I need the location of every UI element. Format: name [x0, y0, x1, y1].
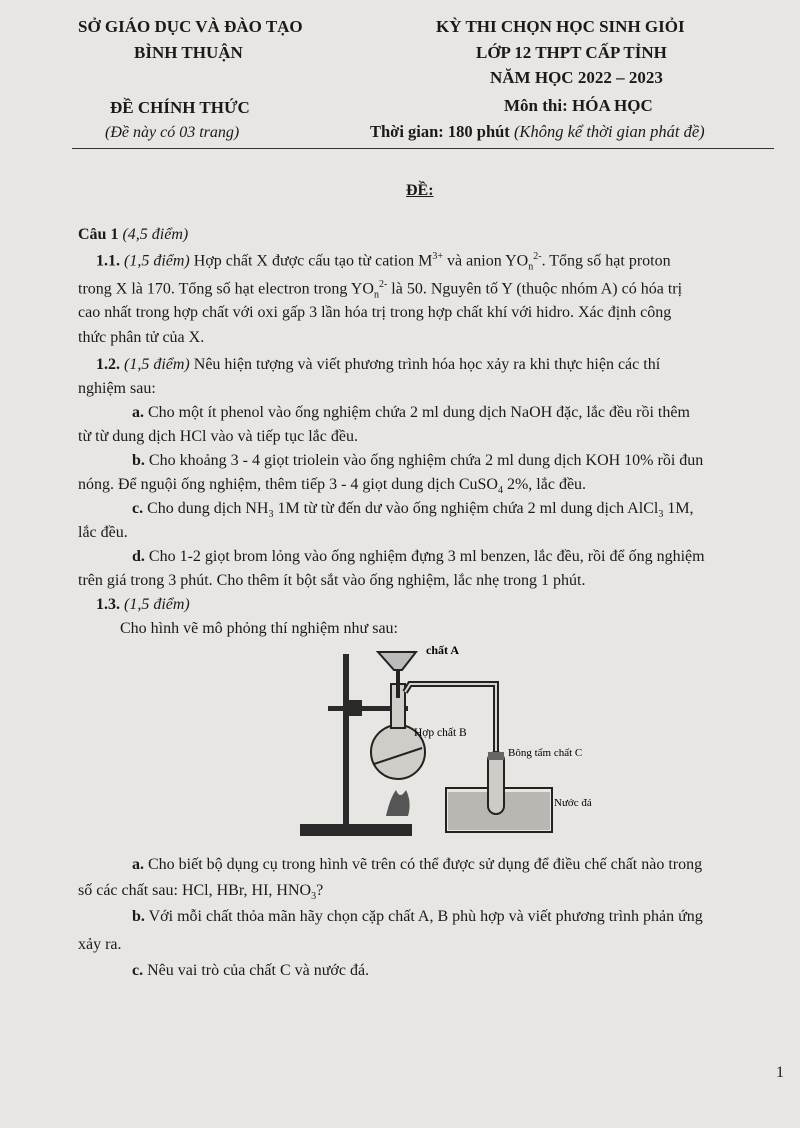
- item-d-line-1: [132, 548, 705, 566]
- text: Cho biết bộ dụng cụ trong hình vẽ trên có thể được sử dụng để điều chế chất nào trong: [144, 856, 703, 873]
- text: 2%, lắc đều.: [502, 476, 587, 493]
- part-1-3-label: 1.3.: [96, 596, 124, 613]
- text: 1M,: [663, 500, 694, 517]
- item-b-label: b.: [132, 452, 145, 469]
- part-1-1-line-3: cao nhất trong hợp chất với oxi gấp 3 lần hóa trị trong hợp chất khí với hidro. Xác định công: [78, 304, 672, 321]
- exam-level: LỚP 12 THPT CẤP TỈNH: [476, 43, 667, 62]
- question-c-line-1: [132, 962, 369, 980]
- exam-title: KỲ THI CHỌN HỌC SINH GIỎI: [436, 17, 685, 36]
- item-b-line-1: [132, 452, 703, 470]
- text: nóng. Để nguội ống nghiệm, thêm tiếp 3 - 4 giọt dung dịch CuSO: [78, 476, 498, 493]
- item-d-label: d.: [132, 548, 145, 565]
- subject-name: HÓA HỌC: [572, 96, 653, 115]
- pages-note: (Đề này có 03 trang): [105, 124, 240, 141]
- stand-base: [300, 824, 412, 836]
- label-ice-water: Nước đá: [554, 797, 592, 809]
- question-a-label: a.: [132, 856, 144, 873]
- part-1-1-line-2: [78, 279, 682, 301]
- question-b-line-2: xảy ra.: [78, 936, 122, 953]
- charge: 3+: [432, 251, 444, 262]
- item-a-line-2: từ từ dung dịch HCl vào và tiếp tục lắc đều.: [78, 428, 358, 445]
- text: Nêu hiện tượng và viết phương trình hóa học xảy ra khi thực hiện các thí: [189, 356, 661, 373]
- subscript: 4: [497, 485, 503, 497]
- funnel-stem: [396, 670, 400, 698]
- subject-label: Môn thi:: [504, 96, 572, 115]
- item-c-label: c.: [132, 500, 144, 517]
- text: Nêu vai trò của chất C và nước đá.: [143, 962, 370, 979]
- question-1-label: Câu 1: [78, 226, 123, 243]
- text: ?: [316, 882, 324, 899]
- item-d-line-2: trên giá trong 3 phút. Cho thêm ít bột sắt vào ống nghiệm, lắc nhẹ trong 1 phút.: [78, 572, 586, 589]
- text: Cho 1-2 giọt brom lỏng vào ống nghiệm đựng 3 ml benzen, lắc đều, rồi để ống nghiệm: [144, 548, 705, 565]
- part-1-2-line-1: [96, 356, 660, 374]
- department-name: SỞ GIÁO DỤC VÀ ĐÀO TẠO: [78, 17, 303, 36]
- question-c-label: c.: [132, 962, 144, 979]
- text: trong X là 170. Tổng số hạt electron trong YO: [78, 280, 374, 298]
- question-1-points: (4,5 điểm): [122, 226, 189, 243]
- text: là 50. Nguyên tố Y (thuộc nhóm A) có hóa trị: [387, 280, 683, 298]
- charge: 2-: [378, 279, 388, 290]
- text: Cho dung dịch NH: [143, 500, 269, 517]
- cotton-plug: [488, 752, 504, 760]
- label-cotton-c: Bông tẩm chất C: [508, 747, 583, 759]
- part-1-1-line-4: thức phân tử của X.: [78, 329, 205, 346]
- part-1-3-intro: Cho hình vẽ mô phỏng thí nghiệm như sau:: [120, 620, 398, 637]
- item-a-label: a.: [132, 404, 144, 421]
- header-divider: [72, 148, 774, 150]
- item-c-line-2: lắc đều.: [78, 524, 128, 541]
- part-1-2-label: 1.2.: [96, 356, 124, 373]
- text: Hợp chất X được cấu tạo từ cation M: [189, 252, 433, 270]
- question-1-heading: [78, 226, 188, 244]
- page-number: 1: [776, 1064, 784, 1081]
- receiving-tube: [488, 752, 504, 814]
- stand-rod: [343, 654, 349, 826]
- subscript: n: [373, 289, 379, 301]
- subject-line: [504, 96, 653, 116]
- time-note: (Không kể thời gian phát đề): [513, 122, 705, 141]
- label-compound-b: Hợp chất B: [414, 727, 467, 739]
- province-name: BÌNH THUẬN: [134, 43, 243, 62]
- part-1-2-points: (1,5 điểm): [124, 356, 190, 373]
- question-a-line-2: [78, 882, 323, 902]
- part-1-1-label: 1.1.: [96, 252, 124, 270]
- subscript: n: [528, 261, 534, 273]
- question-b-label: b.: [132, 908, 145, 925]
- clamp-holder: [346, 700, 362, 716]
- burner-flame: [386, 790, 410, 816]
- subscript: 3: [268, 509, 274, 521]
- question-a-line-1: [132, 856, 702, 874]
- time-line: [370, 122, 705, 142]
- dropping-funnel: [378, 652, 416, 670]
- text: . Tổng số hạt proton: [541, 252, 671, 270]
- item-b-line-2: [78, 476, 586, 496]
- text: số các chất sau: HCl, HBr, HI, HNO: [78, 882, 312, 899]
- apparatus-diagram: [298, 640, 618, 845]
- text: Cho một ít phenol vào ống nghiệm chứa 2 ml dung dịch NaOH đặc, lắc đều rồi thêm: [144, 404, 690, 421]
- text: Với mỗi chất thỏa mãn hãy chọn cặp chất A, B phù hợp và viết phương trình phản ứng: [144, 908, 703, 925]
- subscript: 3: [311, 891, 317, 903]
- text: và anion YO: [443, 252, 529, 270]
- item-c-line-1: [132, 500, 694, 520]
- text: Cho khoảng 3 - 4 giọt triolein vào ống nghiệm chứa 2 ml dung dịch KOH 10% rồi đun: [144, 452, 704, 469]
- time-label: Thời gian: 180 phút: [370, 122, 514, 141]
- official-label: ĐỀ CHÍNH THỨC: [110, 98, 250, 117]
- label-substance-a: chất A: [426, 643, 459, 657]
- school-year: NĂM HỌC 2022 – 2023: [490, 68, 663, 87]
- item-a-line-1: [132, 404, 690, 422]
- part-1-3-heading: [96, 596, 190, 614]
- part-1-3-points: (1,5 điểm): [124, 596, 190, 613]
- charge: 2-: [533, 251, 542, 262]
- part-1-1-line-1: [96, 251, 671, 273]
- section-title: ĐỀ:: [406, 182, 434, 199]
- text: 1M từ từ đến dư vào ống nghiệm chứa 2 ml dung dịch AlCl: [273, 500, 659, 517]
- part-1-1-points: (1,5 điểm): [124, 252, 190, 270]
- question-b-line-1: [132, 908, 703, 926]
- subscript: 3: [658, 509, 664, 521]
- part-1-2-line-2: nghiệm sau:: [78, 380, 156, 397]
